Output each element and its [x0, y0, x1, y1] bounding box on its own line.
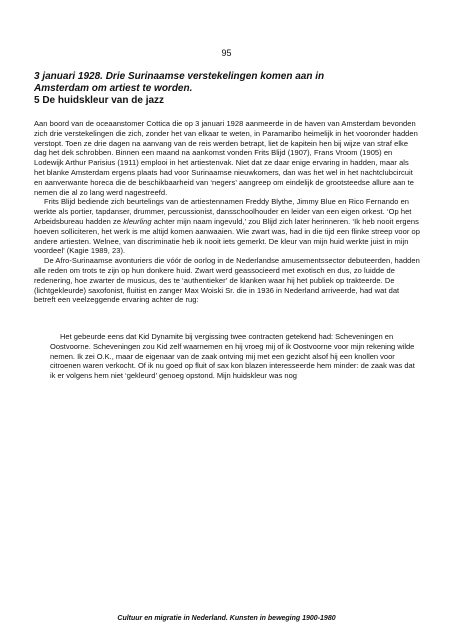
block-quote — [50, 332, 415, 381]
paragraph-3: De Afro-Surinaamse avonturiers die vóór de oorlog in de Nederlandse amusementssector debuteerden, hadden alle reden om trots te zijn op hun donkere huid. Zwart werd geassocieerd met exotisch en dus, zo luidde de redenering, hoe zwarter de musicus, des te ‘authentieker’ de klanken waar hij het publiek op trakteerde. De (lichtgekleurde) saxofonist, fluitist en zanger Max Woiski Sr. die in 1936 in Nederland arriveerde, had wat dat betreft een veelzeggende ervaring achter de rug: — [34, 256, 420, 305]
paragraph-2-end: achter mijn naam ingevuld,’ zou Blijd zich later herinneren. ‘Ik heb nooit ergens hoeven solliciteren, het werk is me altijd komen aanwaaien. Wie zwart was, had in die tijd een flinke streep voor op andere artiesten. Welnee, van discriminatie heb ik nooit iets gemerkt. De kleur van mijn huid werkte juist in mijn voordeel’ (Kagie 1989, 23). — [34, 216, 420, 256]
paragraph-1: Aan boord van de oceaanstomer Cottica die op 3 januari 1928 aanmeerde in de haven van Amsterdam bevonden zich drie verstekelingen die zich, zonder het van elkaar te weten, in Paramaribo heimelijk in het vooronder hadden verstopt. Toen ze drie dagen na aanvang van de reis werden betrapt, liet de kapitein hen bij wijze van straf elke dag het dek schrobben. Binnen een maand na aankomst vonden Frits Blijd (1907), Frans Vroom (1905) en Lodewijk Arthur Parisius (1911) emplooi in het artiestenvak. Niet dat ze daar enige ervaring in hadden, maar als het blanke Amsterdam ergens plaats had voor Surinaamse nieuwkomers, dan was het wel in het nachtclubcircuit en aanverwante horeca die de beschikbaarheid van ‘negers’ aangreep om eindelijk de grootsteedse allure aan te nemen die al zo lang werd nagestreefd. — [34, 119, 418, 197]
page-number: 95 — [221, 48, 232, 58]
heading-date-line: 3 januari 1928. Drie Surinaamse verstekelingen komen aan in — [34, 71, 325, 82]
paragraph-2-start: Frits Blijd bediende zich beurtelings van de artiestennamen Freddy Blythe, Jimmy Blue en Rico Fernando en werkte als portier, tapdanser, drummer, percussionist, dansschoolhouder en leider van een eigen orkest. ‘Op het Arbeidsbureau hadden ze — [34, 197, 412, 226]
paragraph-2 — [34, 197, 420, 256]
body-text — [34, 119, 420, 305]
heading-chapter-title: 5 De huidskleur van de jazz — [34, 95, 165, 106]
paragraph-2-italic: kleurling — [123, 216, 152, 226]
block-quote-text: Het gebeurde eens dat Kid Dynamite bij vergissing twee contracten getekend had: Scheveningen en Oostvoorne. Scheveningen zou Kid zelf waarnemen en hij vroeg mij of ik Oostvoorne voor mijn rekening wilde nemen. Ik zei O.K., maar de eigenaar van de zaak ontving mij met een gezicht alsof hij een knollen voor citroenen waren verkocht. Of ik nu goed op fluit of sax kon blazen interesseerde hem minder: de zaak was dat ik er volgens hem niet ‘gekleurd’ genoeg opstond. Mijn huidskleur was nog — [50, 332, 415, 381]
chapter-heading — [34, 71, 424, 107]
heading-subtitle-line: Amsterdam om artiest te worden. — [34, 83, 193, 94]
page-footer: Cultuur en migratie in Nederland. Kunsten in beweging 1900-1980 — [117, 615, 336, 622]
